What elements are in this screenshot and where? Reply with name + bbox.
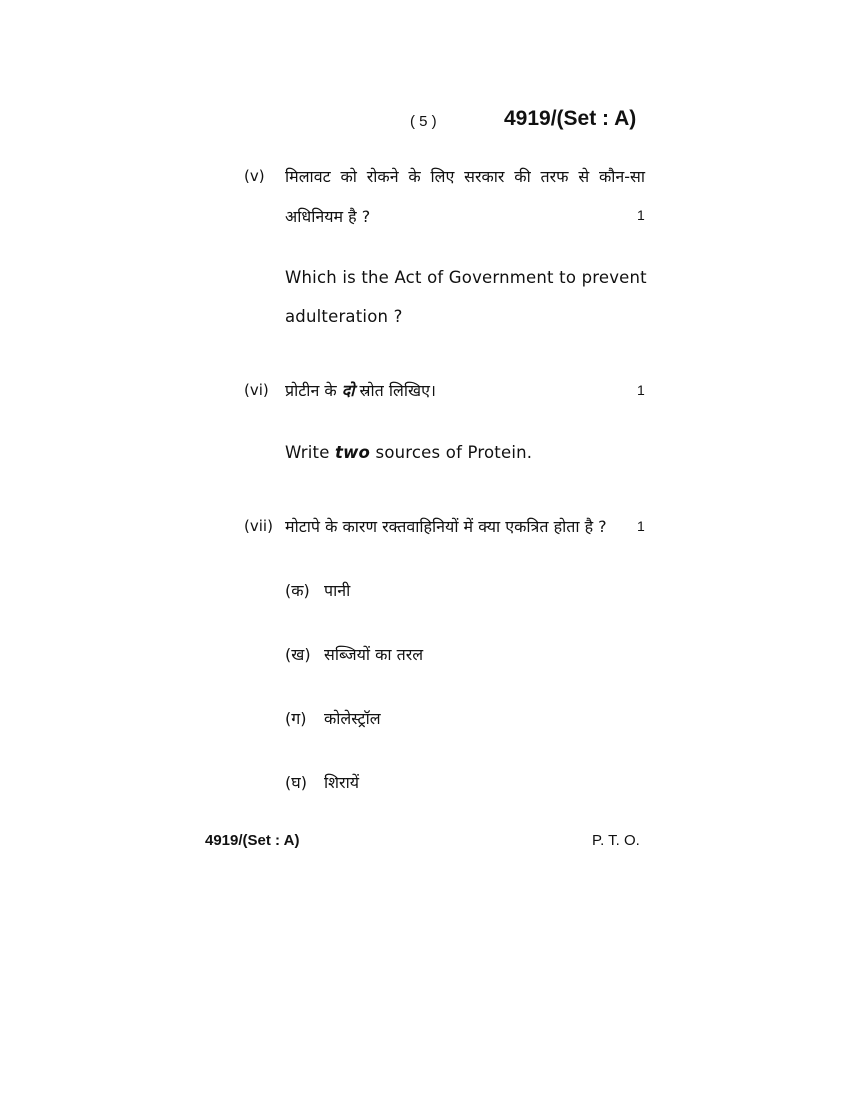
english-text-post: sources of Protein.	[370, 443, 533, 462]
hindi-text-post: स्रोत लिखिए।	[354, 381, 436, 400]
english-emphasis: two	[335, 443, 371, 462]
question-number: (v)	[244, 167, 265, 185]
option-text: शिरायें	[324, 773, 359, 792]
question-marks: 1	[637, 382, 645, 398]
option-label: (क)	[285, 581, 310, 600]
question-english	[285, 443, 532, 462]
question-hindi-line2: अधिनियम है ?	[285, 207, 371, 226]
question-hindi	[285, 379, 436, 401]
question-number: (vi)	[244, 381, 269, 399]
option-label: (ग)	[285, 709, 307, 728]
option-text: सब्जियों का तरल	[324, 645, 424, 664]
option-text: कोलेस्ट्रॉल	[324, 709, 381, 728]
english-text-pre: Write	[285, 443, 336, 462]
page-number: ( 5 )	[410, 113, 437, 130]
question-hindi: मोटापे के कारण रक्तवाहिनियों में क्या एकत्रित होता है ?	[285, 517, 607, 536]
question-marks: 1	[637, 518, 645, 534]
option-text: पानी	[324, 581, 351, 600]
hindi-emphasis: दो	[341, 381, 355, 400]
question-english-line1: Which is the Act of Government to prevent	[285, 268, 647, 287]
question-hindi-line1: मिलावट को रोकने के लिए सरकार की तरफ से कौन-सा	[285, 167, 645, 186]
question-english-line2: adulteration ?	[285, 307, 403, 326]
option-label: (ख)	[285, 645, 311, 664]
hindi-text-pre: प्रोटीन के	[285, 381, 342, 400]
question-marks: 1	[637, 207, 645, 223]
paper-code-footer: 4919/(Set : A)	[205, 832, 300, 849]
question-number: (vii)	[244, 517, 273, 535]
option-label: (घ)	[285, 773, 307, 792]
pto-label: P. T. O.	[592, 832, 640, 849]
paper-code-header: 4919/(Set : A)	[504, 107, 637, 130]
